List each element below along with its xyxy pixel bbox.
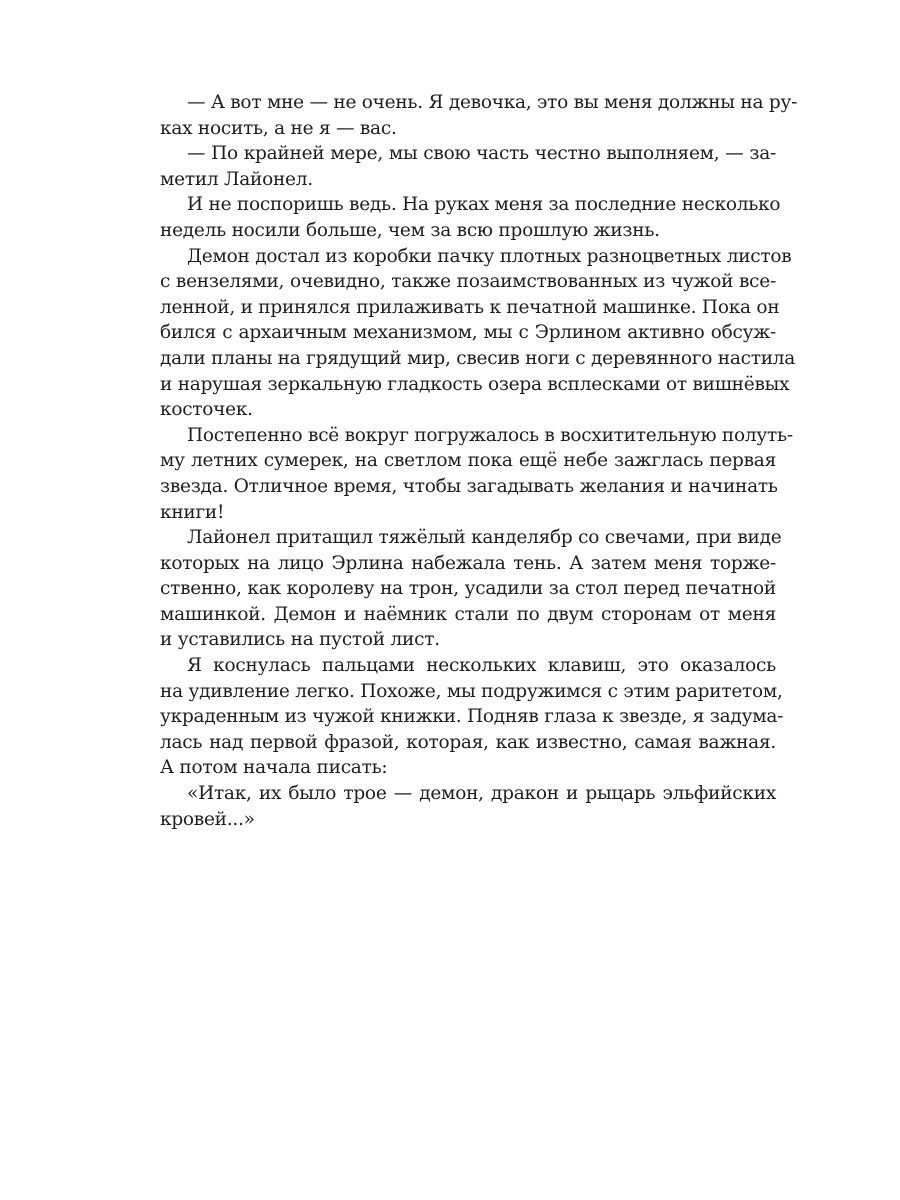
text-line: ках носить, а не я — вас. xyxy=(160,117,397,139)
text-line: и нарушая зеркальную гладкость озера всплесками от вишнёвых xyxy=(160,373,790,395)
text-line: косточек. xyxy=(160,399,253,421)
text-line: кровей...» xyxy=(160,808,255,830)
text-line: которых на лицо Эрлина набежала тень. А затем меня торже- xyxy=(160,552,776,574)
paragraph xyxy=(160,90,798,141)
text-line: лась над первой фразой, которая, как известно, самая важная. xyxy=(160,731,776,753)
text-line: дали планы на грядущий мир, свесив ноги с деревянного настила xyxy=(160,347,796,369)
text-line: украденным из чужой книжки. Подняв глаза к звезде, я задума- xyxy=(160,706,784,728)
paragraph xyxy=(160,244,796,423)
paragraph xyxy=(160,423,793,525)
text-line: и уставились на пустой лист. xyxy=(160,629,440,651)
text-line: бился с архаичным механизмом, мы с Эрлином активно обсуж- xyxy=(160,322,776,344)
text-line: — По крайней мере, мы свою часть честно выполняем, — за- xyxy=(187,143,776,165)
text-line: звезда. Отличное время, чтобы загадывать желания и начинать xyxy=(160,475,778,497)
text-line: на удивление легко. Похоже, мы подружимся с этим раритетом, xyxy=(160,680,783,702)
paragraph xyxy=(160,525,782,653)
text-line: «Итак, их было трое — демон, дракон и рыцарь эльфийских xyxy=(187,783,776,805)
text-line: ленной, и принялся прилаживать к печатной машинке. Пока он xyxy=(160,296,780,318)
text-line: Я коснулась пальцами нескольких клавиш, это оказалось xyxy=(187,655,776,677)
body-text xyxy=(160,90,798,832)
paragraph xyxy=(160,781,776,832)
text-line: Лайонел притащил тяжёлый канделябр со свечами, при виде xyxy=(187,527,782,549)
text-line: с вензелями, очевидно, также позаимствованных из чужой все- xyxy=(160,271,776,293)
paragraph xyxy=(160,192,781,243)
text-line: метил Лайонел. xyxy=(160,168,313,190)
paragraph xyxy=(160,653,784,781)
paragraph xyxy=(160,141,776,192)
text-line: ственно, как королеву на трон, усадили за стол перед печатной xyxy=(160,578,776,600)
text-line: недель носили больше, чем за всю прошлую жизнь. xyxy=(160,219,660,241)
text-line: книги! xyxy=(160,501,225,523)
text-line: Постепенно всё вокруг погружалось в восхитительную полуть- xyxy=(187,424,793,446)
text-line: — А вот мне — не очень. Я девочка, это вы меня должны на ру- xyxy=(187,92,798,113)
text-line: Демон достал из коробки пачку плотных разноцветных листов xyxy=(187,245,792,267)
text-line: И не поспоришь ведь. На руках меня за последние несколько xyxy=(187,194,781,216)
text-line: А потом начала писать: xyxy=(160,757,388,779)
text-line: му летних сумерек, на светлом пока ещё небе зажглась первая xyxy=(160,450,776,472)
text-line: машинкой. Демон и наёмник стали по двум сторонам от меня xyxy=(160,603,776,625)
